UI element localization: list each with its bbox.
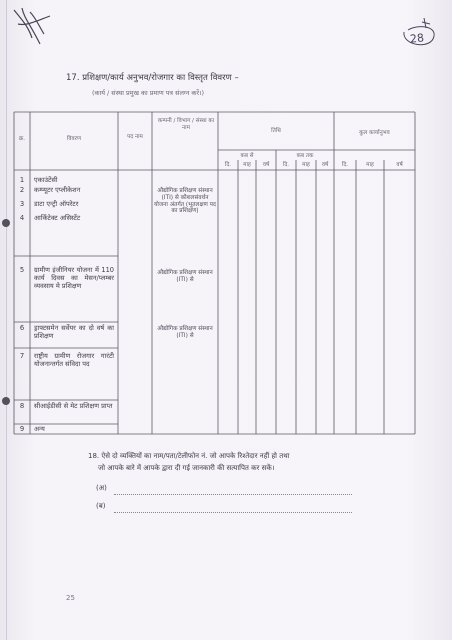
reference-a-line [114,494,352,495]
row-details: एकाउंटेंसी [34,176,58,184]
header-to-day: दि. [282,162,290,168]
header-total-year: वर्ष [396,162,403,168]
row-serial: 1 [19,176,25,184]
row-details: डाटा एन्ट्री ऑपरेटर [34,200,79,208]
row-serial: 9 [19,425,25,433]
row-serial: 4 [19,214,25,222]
header-from-day: दि. [224,162,232,168]
org-entry: औद्योगिक प्रशिक्षण संस्थान (ITI) से कौशलसंवर्धन योजना अंतर्गत (भूतलक्षण पद का प्रशिक्षण) [154,188,217,215]
org-entry: औद्योगिक प्रशिक्षण संस्थान (ITI) से [157,326,213,339]
header-total-day: दि. [341,162,349,168]
footer-number: 25 [66,594,75,602]
row-details: आर्किटेक्ट असिस्टेंट [34,214,81,222]
header-to: कब तक [296,153,314,159]
section-18-line1: 18. ऐसे दो व्यक्तियों का नाम/पता/टेलीफोन नं. जो आपके रिश्तेदार नहीं हो तथा [88,452,290,460]
header-total: कुल कार्यानुभव [359,130,390,136]
row-serial: 2 [19,186,25,194]
header-to-month: माह [302,162,310,168]
row-details: ड्राफ्टसमेन सर्वेयर का दो वर्ष का प्रशिक्षण [34,324,114,341]
section-18-line2: जो आपके बारे में आपके द्वारा दी गई जानकारी की सत्यापित कर सकें। [98,464,275,472]
row-details: अन्य [34,425,45,433]
row-details: सीआईडीसी से मेट प्रशिक्षण प्राप्त [34,402,113,410]
row-serial: 3 [19,200,25,208]
page-number: 28 [409,31,425,46]
row-details: कम्प्यूटर एप्लीकेशन [34,186,81,194]
header-post: पद नाम [127,134,143,140]
reference-b-line [114,512,352,513]
row-serial: 8 [19,402,25,410]
row-serial: 6 [19,324,25,332]
header-to-year: वर्ष [321,162,329,168]
section-17-subtitle: (कार्य / संस्था प्रमुख का प्रमाण पत्र संलग्न करें।) [92,89,205,97]
header-from-year: वर्ष [262,162,270,168]
row-serial: 5 [19,266,25,274]
header-organization: कम्पनी / विभाग / संस्था का नाम [157,118,215,131]
header-total-month: माह [366,162,374,168]
header-from-month: माह [243,162,251,168]
reference-a-label: (अ) [96,484,107,492]
row-details: ग्रामीण इंजीनियर योजना में 110 कार्य दिवस का मेसन/प्लम्बर व्यवसाय मे प्रशिक्षण [34,266,114,291]
header-serial: क्र. [18,136,26,142]
org-entry: औद्योगिक प्रशिक्षण संस्थान (ITI) से [157,270,213,283]
row-serial: 7 [19,352,25,360]
header-details: विवरण [66,136,81,142]
header-from: कब से [240,153,254,159]
header-date: तिथि [271,128,281,134]
row-details: राष्ट्रीय ग्रामीण रोजगार गारंटी योजनान्तर्गत संविदा पद [34,352,114,369]
section-17-title: 17. प्रशिक्षण/कार्य अनुभव/रोजगार का विस्तृत विवरण – [66,73,239,83]
reference-b-label: (ब) [96,502,106,510]
